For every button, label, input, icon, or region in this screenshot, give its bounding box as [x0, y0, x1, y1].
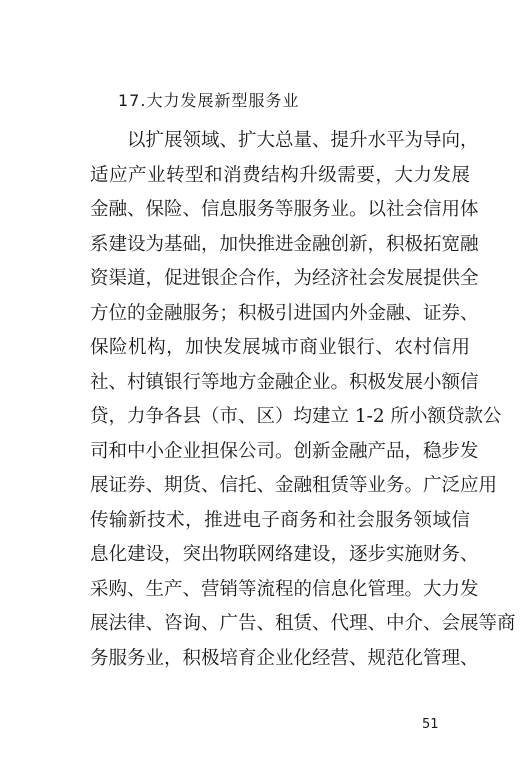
text-line: 方位的金融服务；积极引进国内外金融、证券、	[90, 302, 479, 324]
text-line: 金融、保险、信息服务等服务业。以社会信用体	[90, 199, 479, 220]
text-line: 社、村镇银行等地方金融企业。积极发展小额信	[90, 371, 479, 393]
text-line: 资渠道，促进银企合作，为经济社会发展提供全	[90, 268, 479, 289]
text-line: 适应产业转型和消费结构升级需要，大力发展	[90, 164, 470, 186]
text-line: 贷，力争各县（市、区）均建立 1-2 所小额贷款公	[90, 406, 502, 427]
text-line: 展法律、咨询、广告、租赁、代理、中介、会展等商	[90, 613, 516, 634]
page-number: 51	[422, 717, 439, 732]
text-line: 展证券、期货、信托、金融租赁等业务。广泛应用	[90, 475, 498, 496]
text-line: 以扩展领域、扩大总量、提升水平为导向，	[127, 130, 479, 151]
section-heading: 17.大力发展新型服务业	[118, 91, 300, 110]
text-line: 传输新技术，推进电子商务和社会服务领域信	[90, 509, 470, 531]
text-line: 司和中小企业担保公司。创新金融产品，稳步发	[90, 440, 479, 462]
body-paragraph	[90, 124, 516, 676]
text-line: 保险机构，加快发展城市商业银行、农村信用	[90, 337, 470, 358]
text-line: 系建设为基础，加快推进金融创新，积极拓宽融	[90, 233, 479, 255]
text-line: 务服务业，积极培育企业化经营、规范化管理、	[90, 647, 479, 669]
text-line: 采购、生产、营销等流程的信息化管理。大力发	[90, 578, 479, 600]
text-line: 息化建设，突出物联网络建设，逐步实施财务、	[90, 544, 479, 565]
